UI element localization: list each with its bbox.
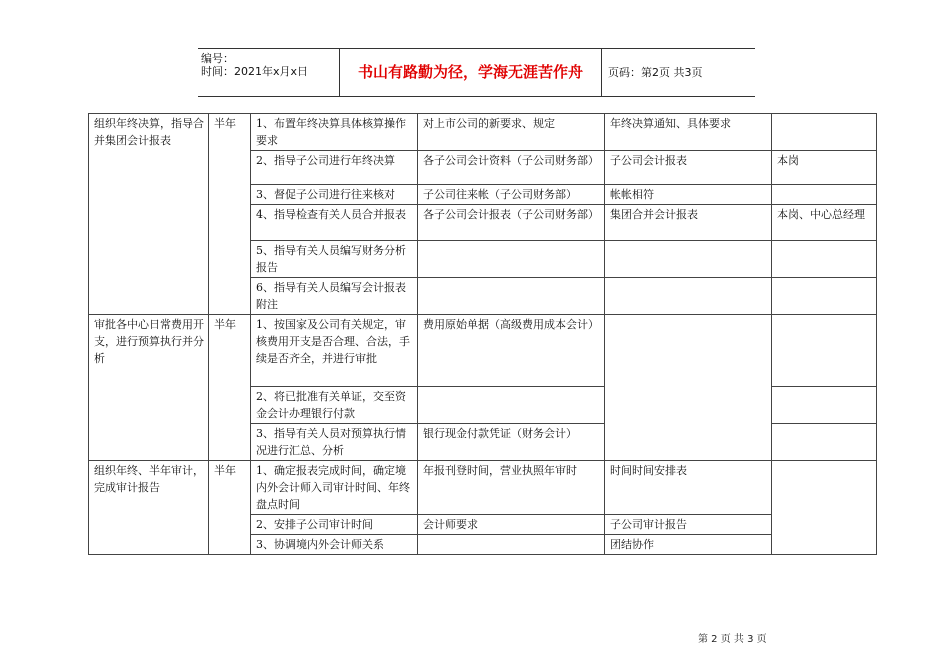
task-table — [88, 113, 877, 555]
basis-cell: 子公司往来帐（子公司财务部） — [418, 185, 605, 205]
basis-cell: 年报刊登时间，营业执照年审时 — [418, 461, 605, 515]
step-cell: 1、确定报表完成时间，确定境内外会计师入司审计时间、年终盘点时间 — [251, 461, 418, 515]
step-cell: 4、指导检查有关人员合并报表 — [251, 205, 418, 241]
step-cell: 3、协调境内外会计师关系 — [251, 535, 418, 555]
page-number-label: 页码：第2页 共3页 — [608, 66, 703, 79]
step-cell: 3、督促子公司进行往来核对 — [251, 185, 418, 205]
period-cell: 半年 — [209, 315, 251, 461]
table-row — [89, 461, 877, 515]
item-cell: 审批各中心日常费用开支，进行预算执行并分析 — [89, 315, 209, 461]
step-cell: 1、布置年终决算具体核算操作要求 — [251, 114, 418, 151]
basis-cell: 银行现金付款凭证（财务会计） — [418, 424, 605, 461]
output-cell: 集团合并会计报表 — [605, 205, 772, 241]
output-cell — [605, 315, 772, 461]
basis-cell — [418, 241, 605, 278]
basis-cell — [418, 387, 605, 424]
recipient-cell — [772, 461, 877, 555]
basis-cell: 对上市公司的新要求、规定 — [418, 114, 605, 151]
output-cell — [605, 241, 772, 278]
recipient-cell — [772, 278, 877, 315]
recipient-cell: 本岗、中心总经理 — [772, 205, 877, 241]
page-footer: 第 2 页 共 3 页 — [698, 634, 767, 645]
recipient-cell — [772, 241, 877, 278]
recipient-cell — [772, 424, 877, 461]
time-label: 时间：2021年x月x日 — [201, 65, 309, 78]
basis-cell: 各子公司会计报表（子公司财务部） — [418, 205, 605, 241]
step-cell: 6、指导有关人员编写会计报表附注 — [251, 278, 418, 315]
period-cell: 半年 — [209, 114, 251, 315]
step-cell: 2、安排子公司审计时间 — [251, 515, 418, 535]
header-motto: 书山有路勤为径，学海无涯苦作舟 — [339, 49, 602, 96]
output-cell: 团结协作 — [605, 535, 772, 555]
step-cell: 1、按国家及公司有关规定，审核费用开支是否合理、合法，手续是否齐全，并进行审批 — [251, 315, 418, 387]
output-cell: 子公司会计报表 — [605, 151, 772, 185]
recipient-cell — [772, 114, 877, 151]
number-label: 编号： — [201, 52, 234, 65]
header-meta — [198, 49, 339, 96]
basis-cell — [418, 535, 605, 555]
basis-cell: 费用原始单据（高级费用成本会计） — [418, 315, 605, 387]
output-cell: 帐帐相符 — [605, 185, 772, 205]
output-cell: 年终决算通知、具体要求 — [605, 114, 772, 151]
output-cell: 子公司审计报告 — [605, 515, 772, 535]
step-cell: 2、指导子公司进行年终决算 — [251, 151, 418, 185]
basis-cell: 各子公司会计资料（子公司财务部） — [418, 151, 605, 185]
step-cell: 3、指导有关人员对预算执行情况进行汇总、分析 — [251, 424, 418, 461]
recipient-cell: 本岗 — [772, 151, 877, 185]
page-header — [198, 48, 755, 97]
table-row — [89, 114, 877, 151]
output-cell: 时间时间安排表 — [605, 461, 772, 515]
basis-cell: 会计师要求 — [418, 515, 605, 535]
item-cell: 组织年终决算，指导合并集团会计报表 — [89, 114, 209, 315]
item-cell: 组织年终、半年审计，完成审计报告 — [89, 461, 209, 555]
basis-cell — [418, 278, 605, 315]
step-cell: 5、指导有关人员编写财务分析报告 — [251, 241, 418, 278]
step-cell: 2、将已批准有关单证，交至资金会计办理银行付款 — [251, 387, 418, 424]
recipient-cell — [772, 315, 877, 387]
table-row — [89, 315, 877, 387]
recipient-cell — [772, 185, 877, 205]
period-cell: 半年 — [209, 461, 251, 555]
output-cell — [605, 278, 772, 315]
recipient-cell — [772, 387, 877, 424]
